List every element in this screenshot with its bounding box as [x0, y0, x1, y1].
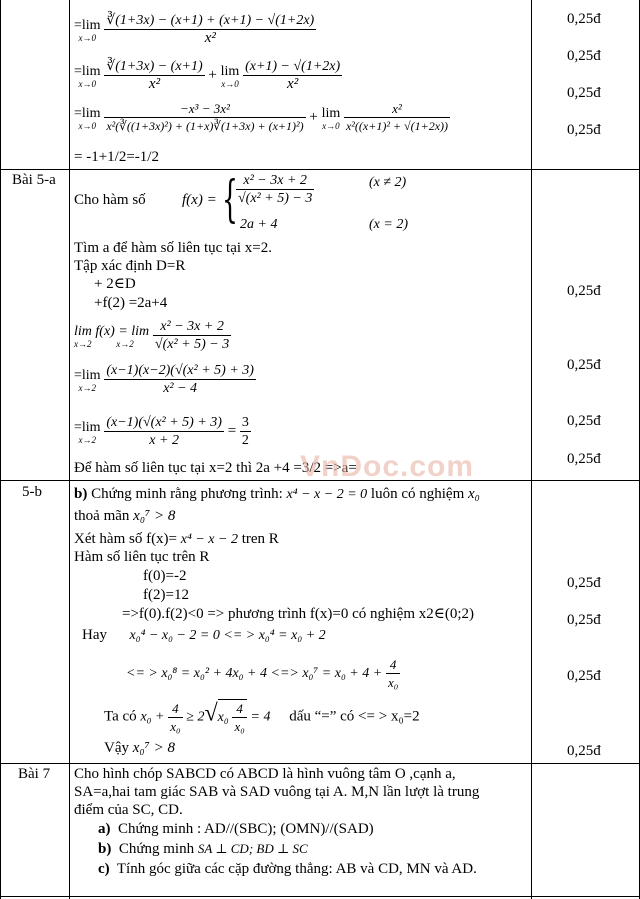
score-5a-2: 0,25đ [567, 357, 601, 373]
conclusion-text: Để hàm số liên tục tại x=2 thì 2a +4 =3/2 =>a= [74, 460, 357, 476]
row-divider-3 [0, 763, 640, 764]
question-5b-line2: thoả mãn x₀⁷ > 8 [74, 508, 176, 524]
score-5b-2: 0,25đ [567, 612, 601, 628]
score-5b-1: 0,25đ [567, 575, 601, 591]
table-border-left [0, 0, 1, 899]
5b-line-implication: =>f(0).f(2)<0 => phương trình f(x)=0 có nghiệm x2∈(0;2) [122, 606, 475, 622]
bai7-line2: SA=a,hai tam giác SAB và SAD vuông tại A. M,N lần lượt là trung [74, 784, 480, 800]
row0-line1: =lim x→0 $\frac{∛(1+3x) - (x+1) + (x+1) - √(1+2x)}{\text{x²}}$ [74, 13, 315, 46]
label-bai5b: 5-b [22, 484, 42, 500]
5b-line-f0: f(0)=-2 [143, 568, 187, 584]
domain-text: Tập xác định D=R [74, 258, 186, 274]
score-5b-3: 0,25đ [567, 668, 601, 684]
bai7-line3: điểm của SC, CD. [74, 802, 183, 818]
score-0-3: 0,25đ [567, 85, 601, 101]
bai7-line1: Cho hình chóp SABCD có ABCD là hình vuông tâm O ,cạnh a, [74, 766, 456, 782]
score-5a-3: 0,25đ [567, 413, 601, 429]
bai7-part-c: c) Tính góc giữa các cặp đường thẳng: AB và CD, MN và AD. [98, 861, 477, 877]
table-border-bottom [0, 896, 640, 897]
bai7-part-a: a) Chứng minh : AD//(SBC); (OMN)//(SAD) [98, 821, 374, 837]
col-divider-1 [69, 0, 70, 899]
5b-line-taco: Ta có x₀ + $\frac{4}{\text{x₀}}$ ≥ 2√x₀ $\frac{4}{\text{x₀}}$ = 4 dấu “=” có <= > x₀=2 [104, 700, 420, 734]
score-0-2: 0,25đ [567, 48, 601, 64]
5b-line-f2: f(2)=12 [143, 587, 189, 603]
step1-text: + 2∈D [94, 276, 136, 292]
limit-line1: lim f(x) = lim x→2 x→2 $\frac{\text{x² − 3x + 2}}{\text{√(x² + 5) − 3}}$ [74, 319, 230, 352]
row0-line2: =lim x→0 $\frac{∛(1+3x) - (x+1)}{\text{x²}}$ + lim x→0 $\frac{(x+1) - √(1+2x)}{\text{x²}}$ [74, 59, 341, 92]
watermark: VnDoc.com [300, 450, 475, 483]
limit-line2: =lim x→2 $\frac{\text{(x−1)(x−2)(√(x² + 5) + 3)}}{\text{x² − 4}}$ [74, 363, 254, 396]
score-5a-1: 0,25đ [567, 283, 601, 299]
5b-line-hay: Hay x₀⁴ − x₀ − 2 = 0 <= > x₀⁴ = x₀ + 2 [82, 627, 326, 643]
score-0-1: 0,25đ [567, 11, 601, 27]
step2-text: +f(2) =2a+4 [94, 295, 168, 311]
row0-line3: =lim x→0 $\frac{\text{−x³ − 3x²}}{\text{x²(∛((1+3x)²) + (1+x)∛(1+3x) + (x+1)²)}}$ + lim x→0 $\frac{\text{x²}}{\text{x²((x+1)² + √(1+2x))}}$ [74, 101, 449, 133]
label-bai5a: Bài 5-a [12, 172, 56, 188]
score-5b-4: 0,25đ [567, 743, 601, 759]
bai7-part-b: b) Chứng minh SA ⊥ CD; BD ⊥ SC [98, 841, 308, 857]
score-5a-4: 0,25đ [567, 451, 601, 467]
lim-operator: =lim x→0 [74, 17, 101, 43]
limit-line3: =lim x→2 $\frac{\text{(x−1)(√(x² + 5) + 3)}}{x + 2}$ = $\frac{3}{2}$ [74, 415, 249, 448]
5b-line-equiv: <= > x₀⁸ = x₀² + 4x₀ + 4 <=> x₀⁷ = x₀ + 4 + $\frac{4}{\text{x₀}}$ [126, 657, 399, 690]
score-0-4: 0,25đ [567, 122, 601, 138]
question-5b-line1: b) Chứng minh rằng phương trình: x⁴ − x − 2 = 0 luôn có nghiệm x₀ [74, 486, 480, 502]
row0-line4: = -1+1/2=-1/2 [74, 149, 159, 165]
5b-line-vay: Vậy x₀⁷ > 8 [104, 740, 175, 756]
task-text: Tìm a để hàm số liên tục tại x=2. [74, 240, 272, 256]
row-divider-1 [0, 169, 640, 170]
5b-line-continuous: Hàm số liên tục trên R [74, 549, 210, 565]
5b-line-consider: Xét hàm số f(x)= x⁴ − x − 2 tren R [74, 531, 279, 547]
col-divider-2 [531, 0, 532, 899]
label-bai7: Bài 7 [18, 766, 51, 782]
